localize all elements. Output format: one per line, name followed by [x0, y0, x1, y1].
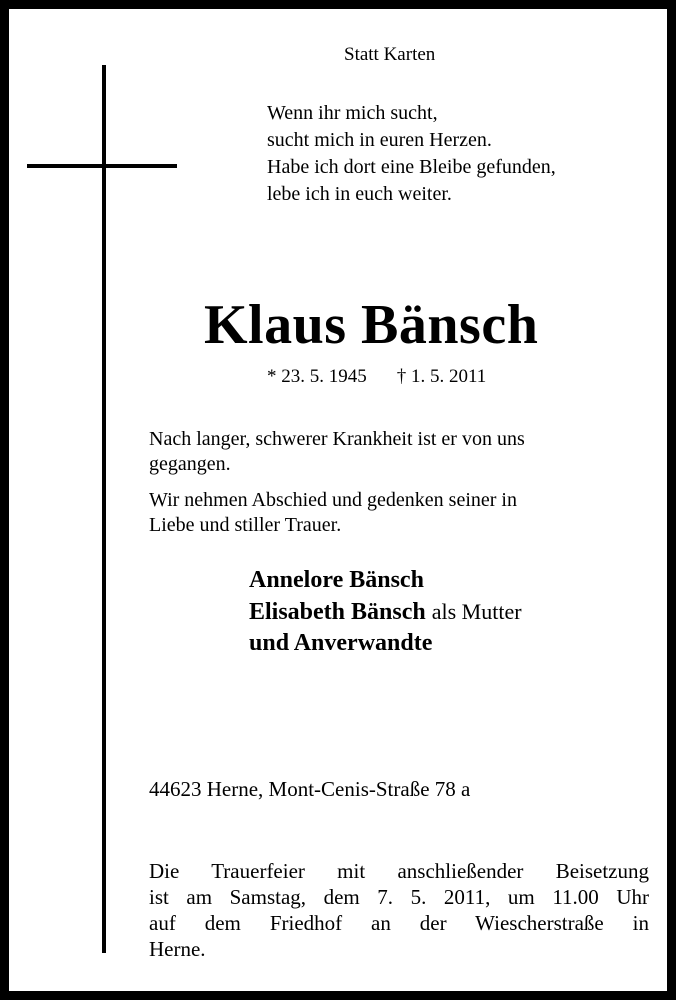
service-line: Die Trauerfeier mit anschließender Beisetzung	[149, 859, 649, 883]
funeral-service-info	[149, 858, 649, 962]
service-line: auf dem Friedhof an der Wiescherstraße in	[149, 911, 649, 935]
header-text: Statt Karten	[344, 44, 436, 65]
service-line: ist am Samstag, dem 7. 5. 2011, um 11.00 Uhr	[149, 885, 649, 909]
message-line: Nach langer, schwerer Krankheit ist er von uns	[149, 428, 525, 450]
family-signatures	[249, 565, 522, 659]
message-line: Wir nehmen Abschied und gedenken seiner in	[149, 489, 517, 511]
death-date: † 1. 5. 2011	[396, 366, 487, 387]
message-paragraph-1	[149, 427, 525, 477]
cross-vertical-bar	[102, 65, 106, 953]
family-member-2: Elisabeth Bänsch	[249, 599, 426, 625]
poem-line: Wenn ihr mich sucht,	[267, 102, 438, 124]
message-line: Liebe und stiller Trauer.	[149, 514, 342, 536]
service-line: Herne.	[149, 937, 206, 961]
family-others: und Anverwandte	[249, 630, 433, 656]
cross-horizontal-bar	[27, 164, 177, 168]
message-paragraph-2	[149, 488, 517, 538]
life-dates	[267, 366, 486, 388]
poem-line: sucht mich in euren Herzen.	[267, 129, 492, 151]
message-line: gegangen.	[149, 453, 231, 475]
poem	[267, 100, 556, 208]
family-member-1: Annelore Bänsch	[249, 567, 424, 593]
birth-date: * 23. 5. 1945	[267, 366, 367, 387]
poem-line: Habe ich dort eine Bleibe gefunden,	[267, 156, 556, 178]
deceased-name: Klaus Bänsch	[204, 294, 539, 356]
family-member-2-role: als Mutter	[431, 599, 522, 624]
address: 44623 Herne, Mont-Cenis-Straße 78 a	[149, 777, 471, 801]
poem-line: lebe ich in euch weiter.	[267, 183, 452, 205]
